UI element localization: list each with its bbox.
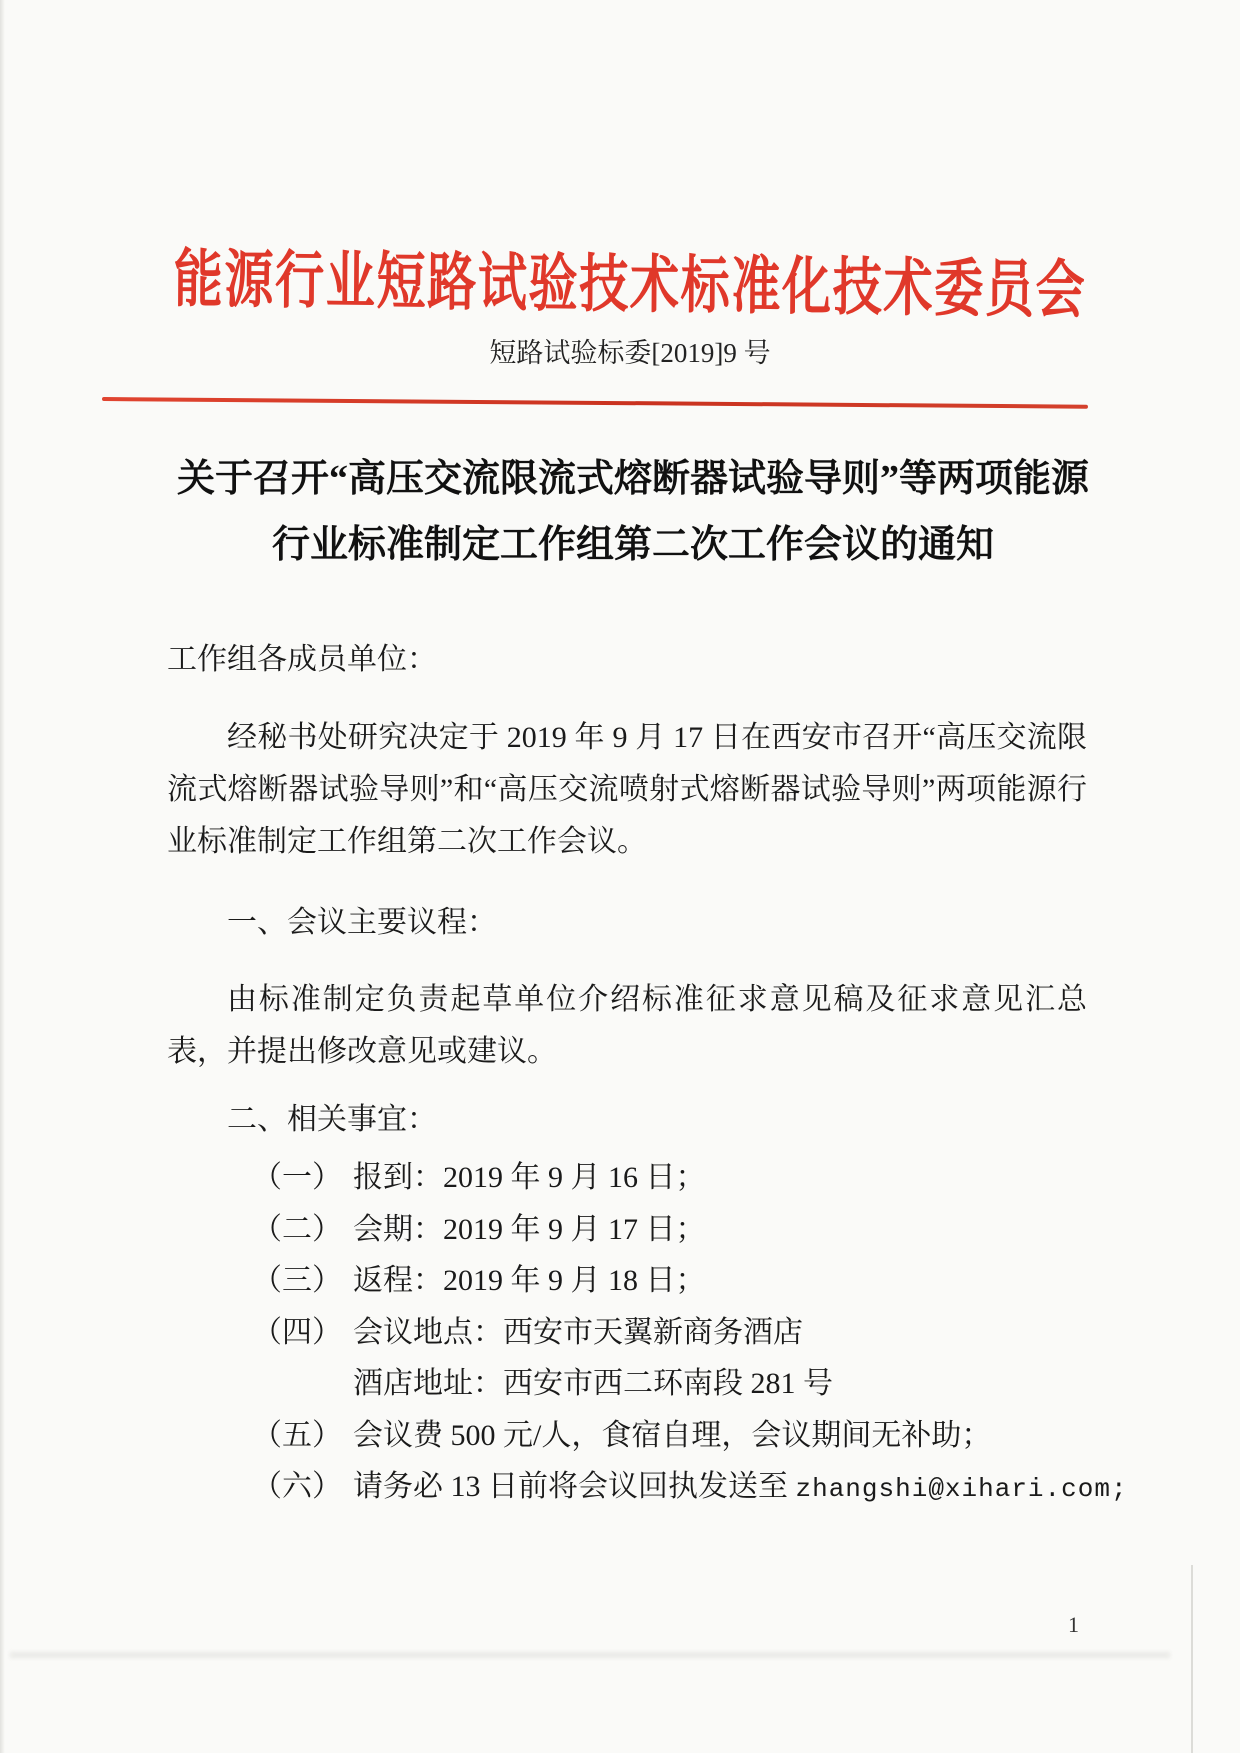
paragraph-agenda-detail: 由标准制定负责起草单位介绍标准征求意见稿及征求意见汇总表，并提出修改意见或建议。 [167,983,1087,1068]
matters-list [167,1152,1128,1516]
scan-edge-shadow [0,0,5,1753]
list-item-fee [167,1410,1087,1462]
list-item-text: 报到：2019 年 9 月 16 日； [353,1161,706,1194]
reply-email-address: zhangshi@xihari.com; [795,1474,1128,1504]
list-item-checkin [167,1152,1087,1204]
scan-line-artifact [1191,1565,1193,1753]
list-item-number: （四） [252,1315,342,1349]
salutation: 工作组各成员单位： [167,643,437,676]
list-item-reply-email [167,1461,1128,1516]
list-item-text: 会议费 500 元/人，食宿自理，会议期间无补助； [353,1418,992,1452]
list-item-number: （二） [252,1212,342,1246]
list-item-text: 返程：2019 年 9 月 18 日； [353,1264,706,1297]
section-heading-agenda: 一、会议主要议程： [227,906,497,939]
paragraph-meeting-decision: 经秘书处研究决定于 2019 年 9 月 17 日在西安市召开“高压交流限流式熔断器试验导则”和“高压交流喷射式熔断器试验导则”两项能源行业标准制定工作组第二次工作会议。 [167,721,1087,858]
list-item-meeting-date [167,1204,1087,1256]
section-heading-matters: 二、相关事宜： [227,1103,437,1136]
notice-title [26,446,1240,578]
list-item-venue-address: 酒店地址：西安市西二环南段 281 号 [353,1367,833,1400]
list-item-number: （六） [252,1470,342,1503]
list-item-text: 请务必 13 日前将会议回执发送至 [353,1470,796,1503]
list-item-return-date [167,1255,1087,1307]
list-item-number: （三） [252,1264,342,1297]
committee-name-title: 能源行业短路试验技术标准化技术委员会 [173,244,1087,326]
notice-title-line1: 关于召开“高压交流限流式熔断器试验导则”等两项能源 [176,458,1089,500]
page-number: 1 [1068,1612,1079,1637]
red-divider-line [102,397,1088,409]
list-item-number: （五） [252,1418,342,1452]
list-item-number: （一） [252,1161,342,1194]
notice-title-line2: 行业标准制定工作组第二次工作会议的通知 [271,524,994,566]
list-item-venue [167,1307,1087,1359]
list-item-text: 会期：2019 年 9 月 17 日； [353,1212,706,1246]
document-body [167,634,1128,1516]
document-number: 短路试验标委[2019]9 号 [489,338,771,368]
scan-streak-artifact [10,1652,1170,1658]
list-item-text: 会议地点：西安市天翼新商务酒店 [353,1315,803,1349]
